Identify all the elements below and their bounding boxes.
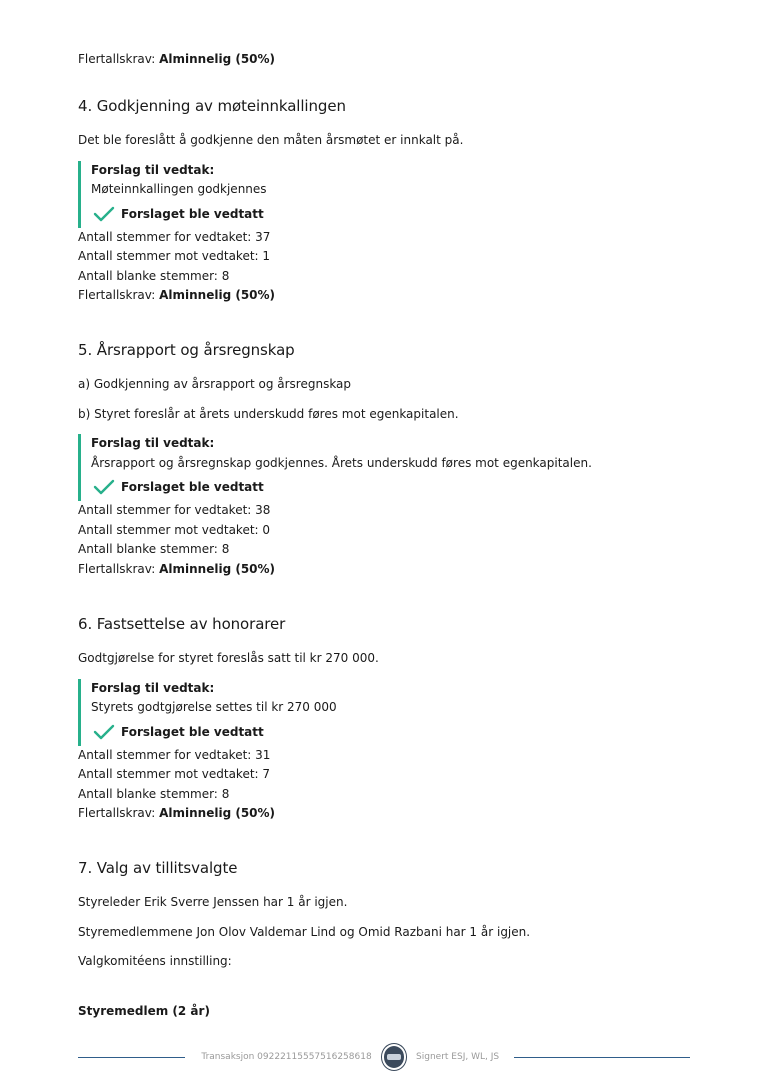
votes-blank-line: Antall blanke stemmer: 8 [78, 542, 230, 556]
adopted-label: Forslaget ble vedtatt [121, 724, 264, 739]
checkmark-icon [93, 479, 115, 495]
votes-for-line: Antall stemmer for vedtaket: 31 [78, 747, 271, 762]
majority-value: Alminnelig (50%) [159, 52, 276, 66]
votes-blank-value: 8 [221, 786, 230, 801]
majority-label: Flertallskrav: [78, 52, 156, 66]
votes-for-line: Antall stemmer for vedtaket: 37 [78, 229, 271, 244]
adopted-label: Forslaget ble vedtatt [121, 206, 264, 221]
section-heading: 4. Godkjenning av møteinnkallingen [78, 97, 346, 115]
adopted-label: Forslaget ble vedtatt [121, 480, 264, 494]
proposal-title: Forslag til vedtak: [91, 680, 215, 695]
adopted-status [91, 200, 698, 228]
proposal-block [78, 679, 698, 746]
votes-against-value: 7 [262, 767, 271, 781]
top-majority-line [78, 50, 275, 70]
proposal-text: Styrets godtgjørelse settes til kr 270 000 [91, 700, 337, 714]
proposal-title: Forslag til vedtak: [91, 436, 215, 450]
section-4 [78, 96, 698, 306]
votes-against-value: 0 [262, 522, 271, 537]
majority-line: Flertallskrav: Alminnelig (50%) [78, 288, 276, 302]
section-heading: 5. Årsrapport og årsregnskap [78, 341, 295, 359]
section-paragraph: Styremedlemmene Jon Olov Valdemar Lind og Omid Razbani har 1 år igjen. [78, 924, 531, 939]
votes-blank-value: 8 [221, 268, 230, 283]
section-7 [78, 858, 698, 1021]
subheading: Styremedlem (2 år) [78, 1003, 210, 1018]
proposal-block [78, 434, 698, 501]
section-paragraph: Styreleder Erik Sverre Jenssen har 1 år igjen. [78, 895, 348, 909]
section-paragraph: Det ble foreslått å godkjenne den måten årsmøtet er innkalt på. [78, 133, 464, 147]
seal-icon [382, 1044, 406, 1070]
majority-value: Alminnelig (50%) [159, 288, 276, 302]
section-6 [78, 614, 698, 824]
proposal-title: Forslag til vedtak: [91, 162, 215, 177]
section-paragraph: Godtgjørelse for styret foreslås satt til kr 270 000. [78, 651, 379, 665]
signature-footer [78, 1045, 690, 1069]
transaction-id: Transaksjon 09222115557516258618 [201, 1052, 372, 1062]
checkmark-icon [93, 206, 115, 222]
section-heading: 6. Fastsettelse av honorarer [78, 615, 286, 633]
votes-against-value: 1 [262, 249, 271, 263]
signed-by: Signert ESJ, WL, JS [416, 1052, 500, 1062]
majority-line: Flertallskrav: Alminnelig (50%) [78, 561, 276, 576]
votes-blank-line: Antall blanke stemmer: 8 [78, 786, 230, 801]
checkmark-icon [93, 724, 115, 740]
majority-value: Alminnelig (50%) [159, 806, 276, 820]
section-heading: 7. Valg av tillitsvalgte [78, 859, 238, 877]
votes-for-value: 31 [255, 747, 271, 762]
votes-for-line: Antall stemmer for vedtaket: 38 [78, 503, 271, 517]
majority-value: Alminnelig (50%) [159, 561, 276, 576]
votes-against-line: Antall stemmer mot vedtaket: 0 [78, 522, 271, 537]
footer-rule-left [78, 1057, 185, 1058]
section-paragraph: b) Styret foreslår at årets underskudd føres mot egenkapitalen. [78, 406, 459, 421]
proposal-block [78, 161, 698, 228]
section-5 [78, 340, 698, 579]
adopted-status [91, 473, 698, 501]
proposal-text: Årsrapport og årsregnskap godkjennes. Årets underskudd føres mot egenkapitalen. [91, 455, 592, 470]
section-paragraph: a) Godkjenning av årsrapport og årsregnskap [78, 377, 352, 391]
votes-blank-value: 8 [221, 542, 230, 556]
votes-against-line: Antall stemmer mot vedtaket: 1 [78, 249, 271, 263]
votes-blank-line: Antall blanke stemmer: 8 [78, 268, 230, 283]
section-paragraph: Valgkomitéens innstilling: [78, 954, 232, 968]
majority-line: Flertallskrav: Alminnelig (50%) [78, 806, 276, 820]
adopted-status [91, 718, 698, 746]
votes-for-value: 37 [255, 229, 271, 244]
votes-against-line: Antall stemmer mot vedtaket: 7 [78, 767, 271, 781]
footer-rule-right [514, 1057, 690, 1058]
proposal-text: Møteinnkallingen godkjennes [91, 182, 267, 196]
votes-for-value: 38 [255, 503, 271, 517]
